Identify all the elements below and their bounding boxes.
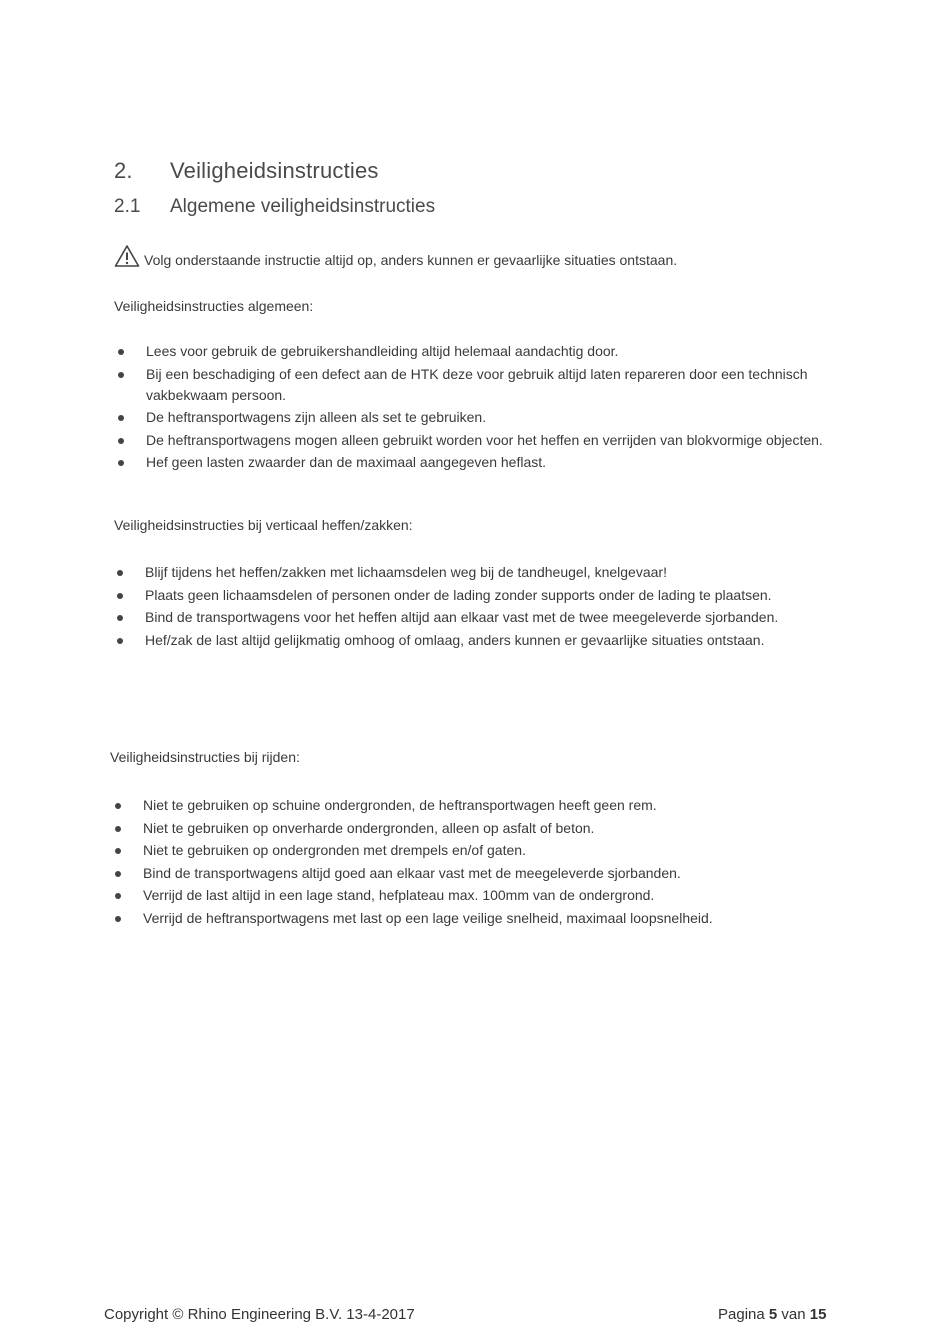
list-item (113, 818, 843, 839)
bullet-icon (115, 893, 121, 899)
list-item (116, 407, 846, 428)
general-instructions-list (116, 341, 846, 475)
bullet-icon (118, 460, 124, 466)
list-item (113, 908, 843, 929)
list-item-text: Niet te gebruiken op schuine ondergronden, de heftransportwagen heeft geen rem. (143, 797, 657, 813)
vertical-lifting-instructions-title: Veiligheidsinstructies bij verticaal heffen/zakken: (114, 517, 413, 533)
bullet-icon (115, 803, 121, 809)
driving-instructions-title: Veiligheidsinstructies bij rijden: (110, 749, 300, 765)
footer-page-number (718, 1306, 826, 1323)
list-item (115, 630, 815, 651)
list-item (113, 840, 843, 861)
of-label: van (781, 1306, 806, 1323)
subsection-number: 2.1 (114, 196, 141, 217)
list-item-text: Blijf tijdens het heffen/zakken met lichaamsdelen weg bij de tandheugel, knelgevaar! (145, 564, 667, 580)
list-item-text: Bind de transportwagens voor het heffen altijd aan elkaar vast met de twee meegeleverde sjorbanden. (145, 609, 779, 625)
list-item (113, 885, 843, 906)
vertical-lifting-instructions-list (115, 562, 815, 652)
list-item (113, 795, 843, 816)
list-item-text: Plaats geen lichaamsdelen of personen onder de lading zonder supports onder de lading te plaatsen. (145, 586, 772, 603)
total-pages: 15 (809, 1306, 827, 1323)
bullet-icon (115, 916, 121, 922)
section-title: Veiligheidsinstructies (170, 158, 379, 183)
bullet-icon (115, 848, 121, 854)
section-number: 2. (114, 158, 133, 183)
section-heading (114, 158, 379, 184)
subsection-heading (114, 196, 435, 218)
list-item (115, 607, 815, 628)
list-item-text: De heftransportwagens zijn alleen als set te gebruiken. (146, 409, 487, 425)
page-label: Pagina (718, 1306, 765, 1323)
list-item (113, 863, 843, 884)
bullet-icon (118, 415, 124, 421)
list-item-text: Bij een beschadiging of een defect aan de HTK deze voor gebruik altijd laten repareren door een technisch vakbekwaam persoon. (146, 365, 808, 403)
list-item-text: De heftransportwagens mogen alleen gebruikt worden voor het heffen en verrijden van blokvormige objecten. (146, 431, 823, 448)
list-item (115, 562, 815, 583)
warning-text: Volg onderstaande instructie altijd op, anders kunnen er gevaarlijke situaties ontstaan. (144, 252, 678, 268)
bullet-icon (117, 615, 123, 621)
bullet-icon (117, 570, 123, 576)
subsection-title: Algemene veiligheidsinstructies (170, 196, 436, 217)
list-item (115, 585, 815, 606)
bullet-icon (118, 372, 124, 378)
list-item (116, 364, 846, 406)
bullet-icon (115, 826, 121, 832)
warning-triangle-icon (114, 244, 140, 268)
bullet-icon (118, 438, 124, 444)
warning-notice (114, 244, 677, 268)
list-item-text: Hef geen lasten zwaarder dan de maximaal aangegeven heflast. (146, 454, 547, 470)
bullet-icon (117, 593, 123, 599)
footer-copyright: Copyright © Rhino Engineering B.V. 13-4-2017 (104, 1306, 415, 1323)
current-page: 5 (768, 1306, 778, 1323)
driving-instructions-list (113, 795, 843, 930)
list-item (116, 430, 846, 451)
list-item-text: Verrijd de heftransportwagens met last op een lage veilige snelheid, maximaal loopsnelheid. (143, 909, 713, 926)
list-item-text: Niet te gebruiken op onverharde ondergronden, alleen op asfalt of beton. (143, 819, 595, 836)
list-item-text: Bind de transportwagens altijd goed aan elkaar vast met de meegeleverde sjorbanden. (143, 864, 681, 881)
general-instructions-title: Veiligheidsinstructies algemeen: (114, 298, 314, 314)
list-item (116, 452, 846, 473)
list-item-text: Lees voor gebruik de gebruikershandleiding altijd helemaal aandachtig door. (146, 343, 619, 359)
bullet-icon (115, 871, 121, 877)
list-item-text: Verrijd de last altijd in een lage stand, hefplateau max. 100mm van de ondergrond. (143, 887, 655, 903)
list-item-text: Niet te gebruiken op ondergronden met drempels en/of gaten. (143, 842, 526, 858)
list-item (116, 341, 846, 362)
list-item-text: Hef/zak de last altijd gelijkmatig omhoog of omlaag, anders kunnen er gevaarlijke situaties ontstaan. (145, 631, 765, 648)
bullet-icon (117, 638, 123, 644)
bullet-icon (118, 349, 124, 355)
